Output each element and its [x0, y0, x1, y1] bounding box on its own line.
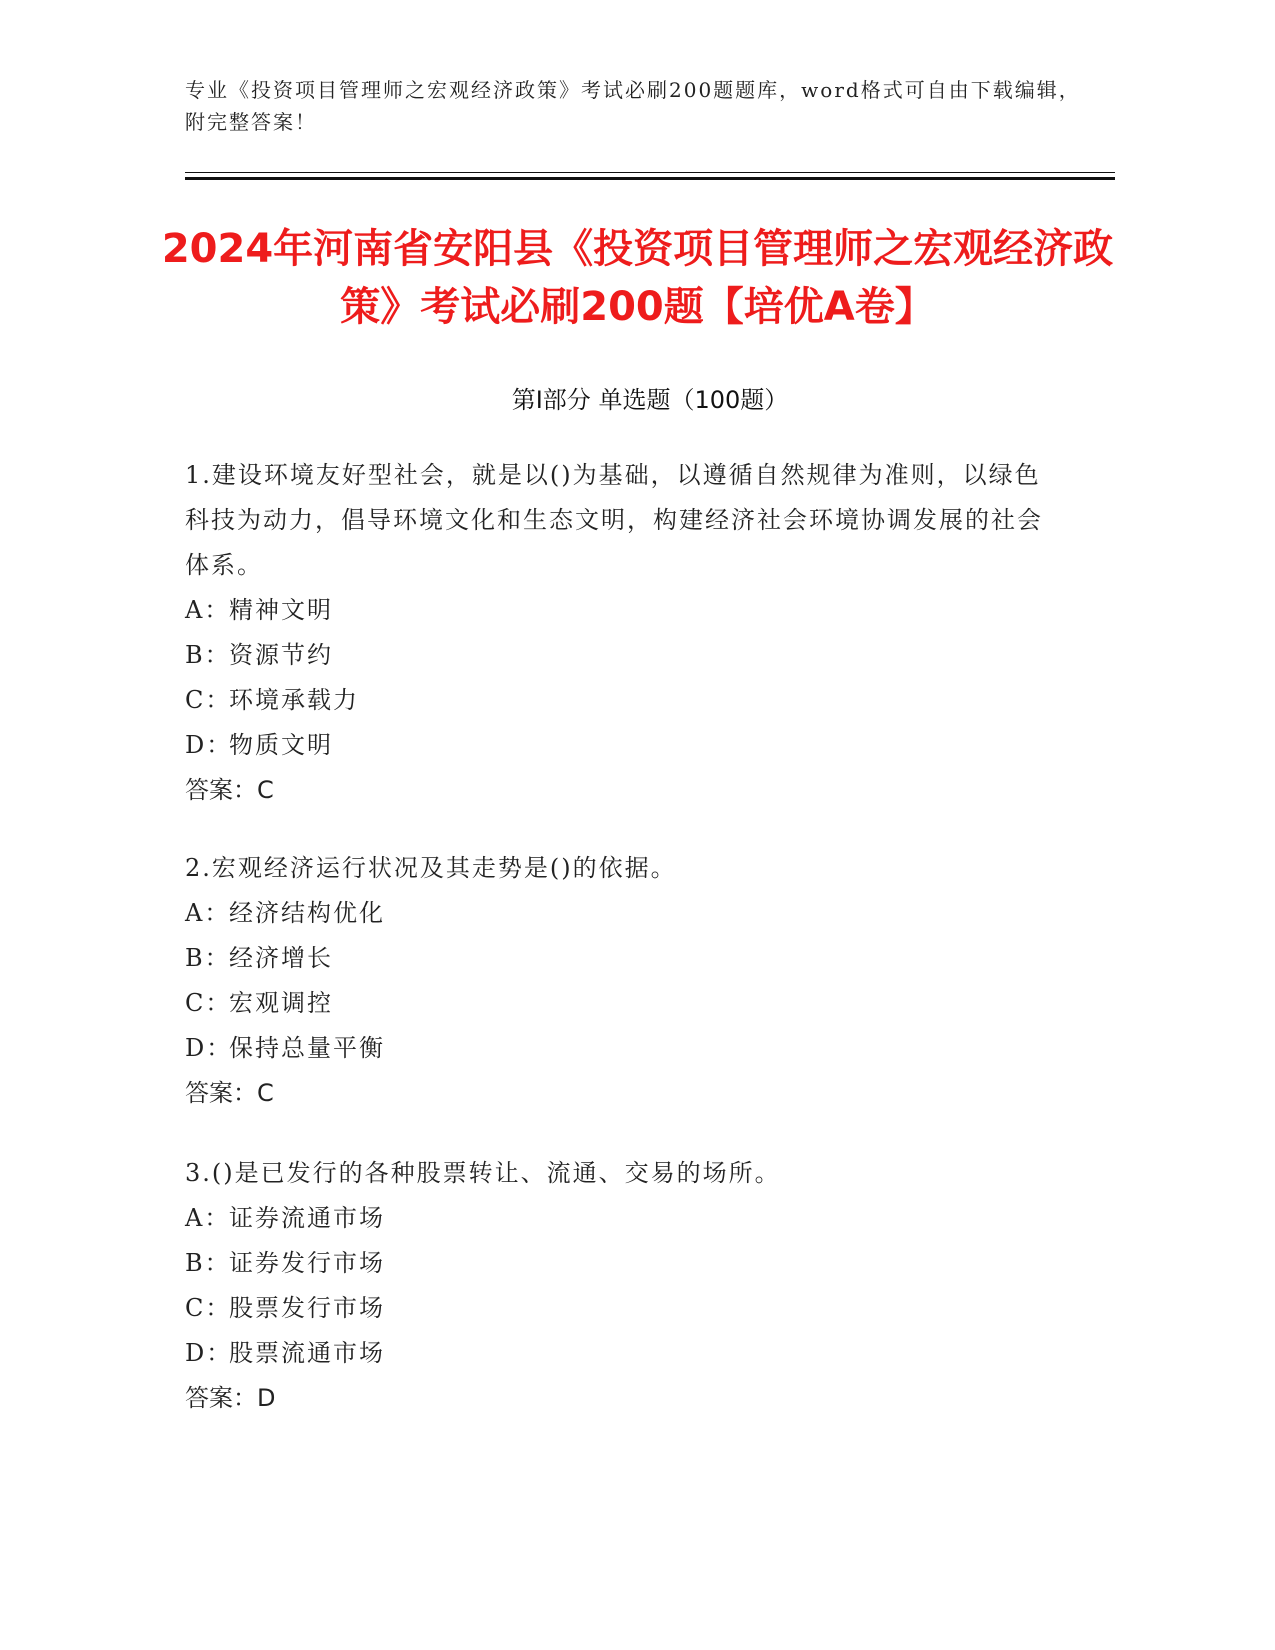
option-key: D： — [185, 1034, 233, 1062]
option-d — [185, 723, 1065, 768]
option-b — [185, 1241, 1065, 1286]
option-text: 证券发行市场 — [229, 1249, 385, 1277]
header-divider-thick — [185, 177, 1115, 180]
option-key: B： — [185, 944, 231, 972]
option-key: D： — [185, 731, 233, 759]
question-stem: 3.()是已发行的各种股票转让、流通、交易的场所。 — [185, 1159, 781, 1187]
option-text: 经济结构优化 — [229, 899, 385, 927]
option-c — [185, 1286, 1065, 1331]
option-key: D： — [185, 1339, 233, 1367]
answer-line: 答案：D — [185, 1384, 276, 1412]
answer-line: 答案：C — [185, 1079, 274, 1107]
option-key: C： — [185, 989, 232, 1017]
option-key: B： — [185, 1249, 231, 1277]
option-text: 资源节约 — [229, 641, 333, 669]
option-text: 经济增长 — [229, 944, 333, 972]
option-text: 精神文明 — [229, 596, 333, 624]
option-text: 股票发行市场 — [229, 1294, 385, 1322]
option-c — [185, 981, 1065, 1026]
option-key: A： — [185, 596, 231, 624]
intro-text: 专业《投资项目管理师之宏观经济政策》考试必刷200题题库，word格式可自由下载编辑，附完整答案！ — [185, 78, 1081, 134]
option-d — [185, 1026, 1065, 1071]
document-title: 2024年河南省安阳县《投资项目管理师之宏观经济政策》考试必刷200题【培优A卷】 — [161, 226, 1114, 330]
question-2 — [185, 846, 1065, 1116]
option-text: 宏观调控 — [229, 989, 333, 1017]
option-a — [185, 588, 1065, 633]
option-a — [185, 1196, 1065, 1241]
option-key: A： — [185, 1204, 231, 1232]
option-c — [185, 678, 1065, 723]
question-stem: 2.宏观经济运行状况及其走势是()的依据。 — [185, 854, 677, 882]
question-1 — [185, 453, 1065, 813]
option-text: 证券流通市场 — [229, 1204, 385, 1232]
option-b — [185, 633, 1065, 678]
option-a — [185, 891, 1065, 936]
answer-line: 答案：C — [185, 776, 274, 804]
question-3 — [185, 1151, 1065, 1421]
option-key: C： — [185, 686, 232, 714]
option-key: B： — [185, 641, 231, 669]
option-d — [185, 1331, 1065, 1376]
header-divider-thin — [185, 172, 1115, 173]
section-heading: 第Ⅰ部分 单选题（100题） — [511, 386, 789, 414]
option-text: 股票流通市场 — [229, 1339, 385, 1367]
option-text: 环境承载力 — [229, 686, 359, 714]
option-key: C： — [185, 1294, 232, 1322]
question-stem: 1.建设环境友好型社会，就是以()为基础，以遵循自然规律为准则，以绿色科技为动力，倡导环境文化和生态文明，构建经济社会环境协调发展的社会体系。 — [185, 461, 1043, 579]
option-text: 物质文明 — [229, 731, 333, 759]
option-key: A： — [185, 899, 231, 927]
option-b — [185, 936, 1065, 981]
option-text: 保持总量平衡 — [229, 1034, 385, 1062]
